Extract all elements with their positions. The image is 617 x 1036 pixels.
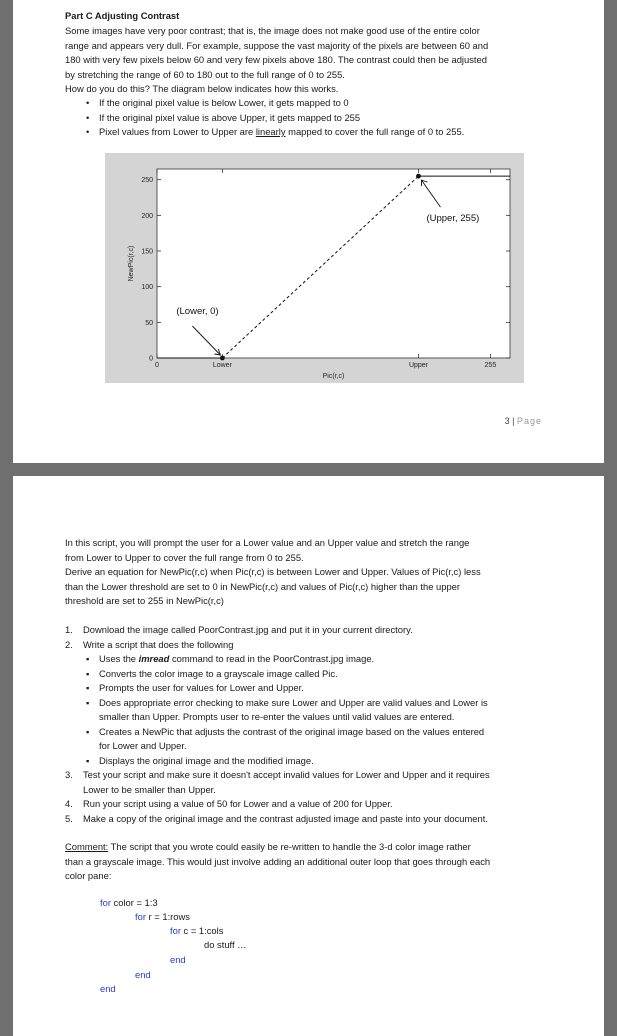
y-tick-label: 150 [141,248,153,256]
intro-line: than the Lower threshold are set to 0 in NewPic(r,c) and values of Pic(r,c) higher than the upper [65,580,461,592]
intro-line: How do you do this? The diagram below indicates how this works. [65,83,339,94]
code-line: end [170,954,186,965]
step-number: 4. [65,798,73,809]
intro-line: Derive an equation for NewPic(r,c) when Pic(r,c) is between Lower and Upper. Values of Pic(r,c) less [65,566,481,577]
bullet-square: ▪ [86,725,90,737]
step-number: 1. [65,624,73,635]
code-line: for c = 1:cols [170,925,224,936]
bullet-dot: • [86,111,90,123]
step-text: Run your script using a value of 50 for Lower and a value of 200 for Upper. [83,798,393,809]
y-tick-label: 250 [141,177,153,185]
code-line: do stuff … [204,939,247,950]
intro-line: by stretching the range of 60 to 180 out to the full range of 0 to 255. [65,68,345,80]
step-number: 5. [65,812,73,824]
intro-line: threshold are set to 255 in NewPic(r,c) [65,595,224,606]
x-tick-label: Lower [212,362,232,369]
code-line: end [135,969,151,980]
bullet-dot: • [86,126,90,137]
document-page-1 [13,0,604,463]
intro-line: 180 with very few pixels below 60 and very few pixels above 180. The contrast could then be adjusted [65,54,487,65]
step-number: 3. [65,769,73,780]
step-text: Lower to be smaller than Upper. [83,783,216,795]
comment-line: color pane: [65,870,112,881]
comment-line: Comment: The script that you wrote could easily be re-written to handle the 3-d color image rather [65,841,471,852]
x-tick-label: 0 [155,362,159,369]
bullet-text: Pixel values from Lower to Upper are linearly mapped to cover the full range of 0 to 255. [99,126,465,137]
code-line: end [100,983,116,994]
x-tick-label: Upper [408,362,429,369]
y-tick-label: 50 [145,319,153,327]
page-number: 3 | Page [504,416,542,426]
step-text: Write a script that does the following [83,638,234,650]
bullet-square: ▪ [86,667,90,679]
sub-bullet-text: Creates a NewPic that adjusts the contrast of the original image based on the values entered [99,725,485,737]
step-number: 2. [65,638,73,650]
sub-bullet-text: for Lower and Upper. [99,740,187,751]
step-text: Download the image called PoorContrast.jpg and put it in your current directory. [83,624,413,635]
sub-bullet-text: Displays the original image and the modified image. [99,754,314,766]
bullet-text: If the original pixel value is below Lower, it gets mapped to 0 [99,97,349,108]
plot-area [157,169,510,358]
contrast-diagram [105,153,524,383]
y-tick-label: 200 [141,212,153,220]
data-point [220,356,225,361]
bullet-text: If the original pixel value is above Upper, it gets mapped to 255 [99,111,361,123]
bullet-dot: • [86,97,90,108]
section-title: Part C Adjusting Contrast [65,10,180,21]
code-line: for color = 1:3 [100,897,158,908]
code-line: for r = 1:rows [135,911,190,922]
sub-bullet-text: smaller than Upper. Prompts user to re-enter the values until valid values are entered. [99,711,455,722]
comment-line: than a grayscale image. This would just involve adding an additional outer loop that goes through each [65,855,491,867]
annotation-label: (Lower, 0) [176,306,219,317]
step-text: Make a copy of the original image and the contrast adjusted image and paste into your document. [83,812,488,824]
x-axis-label: Pic(r,c) [322,373,345,380]
sub-bullet-text: Uses the imread command to read in the PoorContrast.jpg image. [99,653,375,664]
bullet-square: ▪ [86,653,90,664]
sub-bullet-text: Does appropriate error checking to make sure Lower and Upper are valid values and Lower is [99,696,488,708]
y-tick-label: 0 [149,355,153,363]
intro-line: from Lower to Upper to cover the full range from 0 to 255. [65,551,304,563]
intro-line: Some images have very poor contrast; that is, the image does not make good use of the entire color [65,25,480,36]
bullet-square: ▪ [86,696,90,708]
bullet-square: ▪ [86,754,90,766]
sub-bullet-text: Prompts the user for values for Lower and Upper. [99,682,304,693]
document-page-2 [13,476,604,1036]
step-text: Test your script and make sure it doesn't accept invalid values for Lower and Upper and it requires [83,769,490,780]
y-tick-label: 100 [141,284,153,292]
sub-bullet-text: Converts the color image to a grayscale image called Pic. [99,667,338,679]
annotation-label: (Upper, 255) [426,213,480,225]
intro-line: In this script, you will prompt the user for a Lower value and an Upper value and stretch the range [65,537,470,548]
x-tick-label: 255 [484,362,497,369]
intro-line: range and appears very dull. For example, suppose the vast majority of the pixels are between 60 and [65,39,489,51]
y-axis-label: NewPic(r,c) [128,245,135,282]
bullet-square: ▪ [86,682,90,693]
data-point [416,174,421,179]
